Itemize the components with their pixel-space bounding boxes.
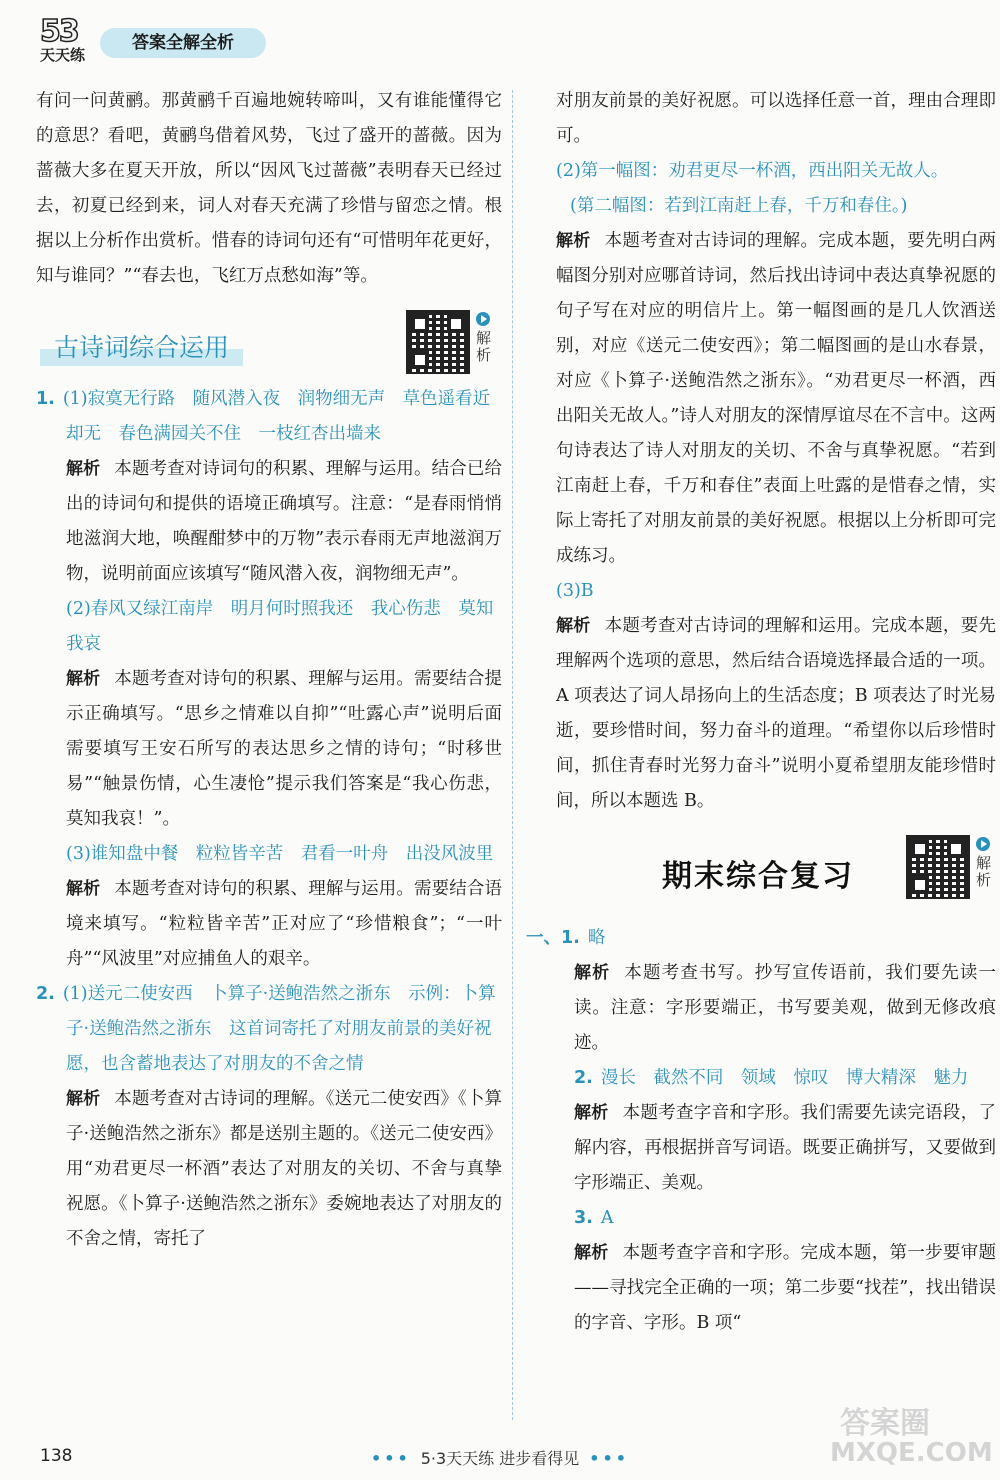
q2-explain-1 bbox=[36, 1082, 502, 1257]
q2-explain-3 bbox=[526, 609, 996, 819]
answer-text: (1)寂寞无行路 随风潜入夜 润物细无声 草色遥看近却无 春色满园关不住 一枝红杏出墙来 bbox=[62, 389, 491, 444]
qr-code-icon[interactable] bbox=[406, 310, 470, 374]
explain-mark: 解析 bbox=[556, 231, 591, 251]
qr-code-icon[interactable] bbox=[906, 835, 970, 899]
page-header bbox=[0, 0, 1000, 70]
question-number: 一、1. bbox=[526, 928, 580, 948]
q1-explain-1 bbox=[36, 452, 502, 592]
page-number: 138 bbox=[40, 1446, 73, 1466]
play-icon[interactable] bbox=[476, 312, 490, 326]
header-tag: 答案全解全析 bbox=[100, 28, 266, 58]
explain-mark: 解析 bbox=[556, 616, 591, 636]
qr-label: 解析 bbox=[976, 854, 992, 889]
s1-explain-1 bbox=[526, 956, 996, 1061]
logo-number: 53 bbox=[40, 14, 78, 49]
question-number: 1. bbox=[36, 389, 55, 409]
right-column bbox=[526, 84, 996, 1341]
explain-mark: 解析 bbox=[574, 963, 611, 983]
left-column bbox=[36, 84, 502, 1257]
intro-paragraph: 有问一问黄鹂。那黄鹂千百遍地婉转啼叫，又有谁能懂得它的意思？看吧，黄鹂鸟借着风势，飞过了盛开的蔷薇。因为蔷薇大多在夏天开放，所以“因风飞过蔷薇”表明春天已经过去，初夏已经到来，词人对春天充满了珍惜与留恋之情。根据以上分析作出赏析。惜春的诗词句还有“可惜明年花更好，知与谁同？”“春去也，飞红万点愁如海”等。 bbox=[36, 91, 502, 286]
footer-slogan bbox=[0, 1446, 1000, 1469]
explain-text: 本题考查字音和字形。完成本题，第一步要审题——寻找完全正确的一项；第二步要“找茬”，找出错误的字音、字形。B 项“ bbox=[574, 1243, 997, 1333]
q1-answer-1 bbox=[36, 382, 502, 452]
q1-explain-2 bbox=[36, 662, 502, 837]
logo-subtitle: 天天练 bbox=[40, 46, 86, 64]
question-number: 3. bbox=[574, 1208, 593, 1228]
explain-mark: 解析 bbox=[574, 1103, 609, 1123]
q1-answer-3: (3)谁知盘中餐 粒粒皆辛苦 君看一叶舟 出没风波里 bbox=[66, 844, 494, 864]
watermark-line-2: MXQE.COM bbox=[830, 1438, 993, 1468]
explain-text: 本题考查对诗句的积累、理解与运用。需要结合语境来填写。“粒粒皆辛苦”正对应了“珍惜粮食”；“一叶舟”“风波里”对应捕鱼人的艰辛。 bbox=[66, 879, 503, 969]
explain-mark: 解析 bbox=[66, 669, 101, 689]
column-divider bbox=[512, 90, 513, 1420]
qr-label: 解析 bbox=[476, 329, 492, 364]
s1-answer-1 bbox=[526, 921, 996, 956]
s1-explain-2 bbox=[526, 1096, 996, 1201]
explain-text: 本题考查对诗句的积累、理解与运用。需要结合提示正确填写。“思乡之情难以自抑”“吐露心声”说明后面需要填写王安石所写的表达思乡之情的诗句；“时移世易”“触景伤情，心生凄怆”提示我们答案是“我心伤悲，莫知我哀！”。 bbox=[66, 669, 503, 829]
dots-right: ••• bbox=[589, 1449, 629, 1468]
answer-text: 漫长 截然不同 领域 惊叹 博大精深 魅力 bbox=[600, 1068, 969, 1088]
explain-text: 本题考查对诗词句的积累、理解与运用。结合已给出的诗词句和提供的语境正确填写。注意：“是春雨悄悄地滋润大地，唤醒酣梦中的万物”表示春雨无声地滋润万物，说明前面应该填写“随风潜入夜，润物细无声”。 bbox=[66, 459, 503, 584]
answer-text: 略 bbox=[587, 928, 606, 948]
watermark-line-1: 答案圈 bbox=[840, 1406, 930, 1441]
explain-text: 本题考查对古诗词的理解和运用。完成本题，要先理解两个选项的意思，然后结合语境选择最合适的一项。A 项表达了词人昂扬向上的生活态度；B 项表达了时光易逝，要珍惜时间，努力奋斗的道理。“希望你以后珍惜时间，抓住青春时光努力奋斗”说明小夏希望朋友能珍惜时间，所以本题选 B。 bbox=[556, 616, 996, 811]
q2-answer-1 bbox=[36, 977, 502, 1082]
q2-answer-2b: (第二幅图：若到江南赶上春，千万和春住。) bbox=[570, 196, 908, 216]
explain-mark: 解析 bbox=[66, 459, 101, 479]
page-footer bbox=[0, 1440, 1000, 1480]
play-icon[interactable] bbox=[976, 837, 990, 851]
explain-mark: 解析 bbox=[574, 1243, 609, 1263]
explain-mark: 解析 bbox=[66, 1089, 101, 1109]
question-number: 2. bbox=[36, 984, 55, 1004]
slogan-text: 5·3天天练 进步看得见 bbox=[420, 1449, 580, 1468]
explain-text: 本题考查字音和字形。我们需要先读完语段，了解内容，再根据拼音写词语。既要正确拼写，又要做到字形端正、美观。 bbox=[574, 1103, 997, 1193]
section-header-ancient-poetry bbox=[36, 306, 502, 376]
continued-paragraph: 对朋友前景的美好祝愿。可以选择任意一首，理由合理即可。 bbox=[556, 91, 996, 146]
s1-answer-3 bbox=[526, 1201, 996, 1236]
section-title: 期末综合复习 bbox=[662, 859, 854, 894]
explain-text: 本题考查对古诗词的理解。完成本题，要先明白两幅图分别对应哪首诗词，然后找出诗词中表达真挚祝愿的句子写在对应的明信片上。第一幅图画的是几人饮酒送别，对应《送元二使安西》；第二幅图画的是山水春景，对应《卜算子·送鲍浩然之浙东》。“劝君更尽一杯酒，西出阳关无故人。”诗人对朋友的深情厚谊尽在不言中。这两句诗表达了诗人对朋友的关切、不舍与真挚祝愿。“若到江南赶上春，千万和春住”表面上吐露的是惜春之情，实际上寄托了对朋友前景的美好祝愿。根据以上分析即可完成练习。 bbox=[556, 231, 996, 566]
explain-text: 本题考查对古诗词的理解。《送元二使安西》《卜算子·送鲍浩然之浙东》都是送别主题的。《送元二使安西》用“劝君更尽一杯酒”表达了对朋友的关切、不舍与真挚祝愿。《卜算子·送鲍浩然之浙东》委婉地表达了对朋友的不舍之情，寄托了 bbox=[66, 1089, 502, 1249]
section-header-final-review bbox=[526, 831, 996, 915]
q2-answer-3: (3)B bbox=[556, 581, 594, 601]
dots-left: ••• bbox=[371, 1449, 411, 1468]
s1-answer-2 bbox=[526, 1061, 996, 1096]
answer-text: (1)送元二使安西 卜算子·送鲍浩然之浙东 示例：卜算子·送鲍浩然之浙东 这首词寄托了对朋友前景的美好祝愿，也含蓄地表达了对朋友的不舍之情 bbox=[62, 984, 496, 1074]
question-number: 2. bbox=[574, 1068, 593, 1088]
explain-text: 本题考查书写。抄写宣传语前，我们要先读一读。注意：字形要端正，书写要美观，做到无修改痕迹。 bbox=[574, 963, 997, 1053]
s1-explain-3 bbox=[526, 1236, 996, 1341]
brand-logo bbox=[40, 14, 102, 64]
q1-answer-2: (2)春风又绿江南岸 明月何时照我还 我心伤悲 莫知我哀 bbox=[66, 599, 494, 654]
q2-answer-2a: (2)第一幅图：劝君更尽一杯酒，西出阳关无故人。 bbox=[556, 161, 949, 181]
q2-explain-2 bbox=[526, 224, 996, 574]
section-title: 古诗词综合运用 bbox=[40, 328, 243, 366]
explain-mark: 解析 bbox=[66, 879, 101, 899]
q1-explain-3 bbox=[36, 872, 502, 977]
answer-text: A bbox=[600, 1208, 614, 1228]
